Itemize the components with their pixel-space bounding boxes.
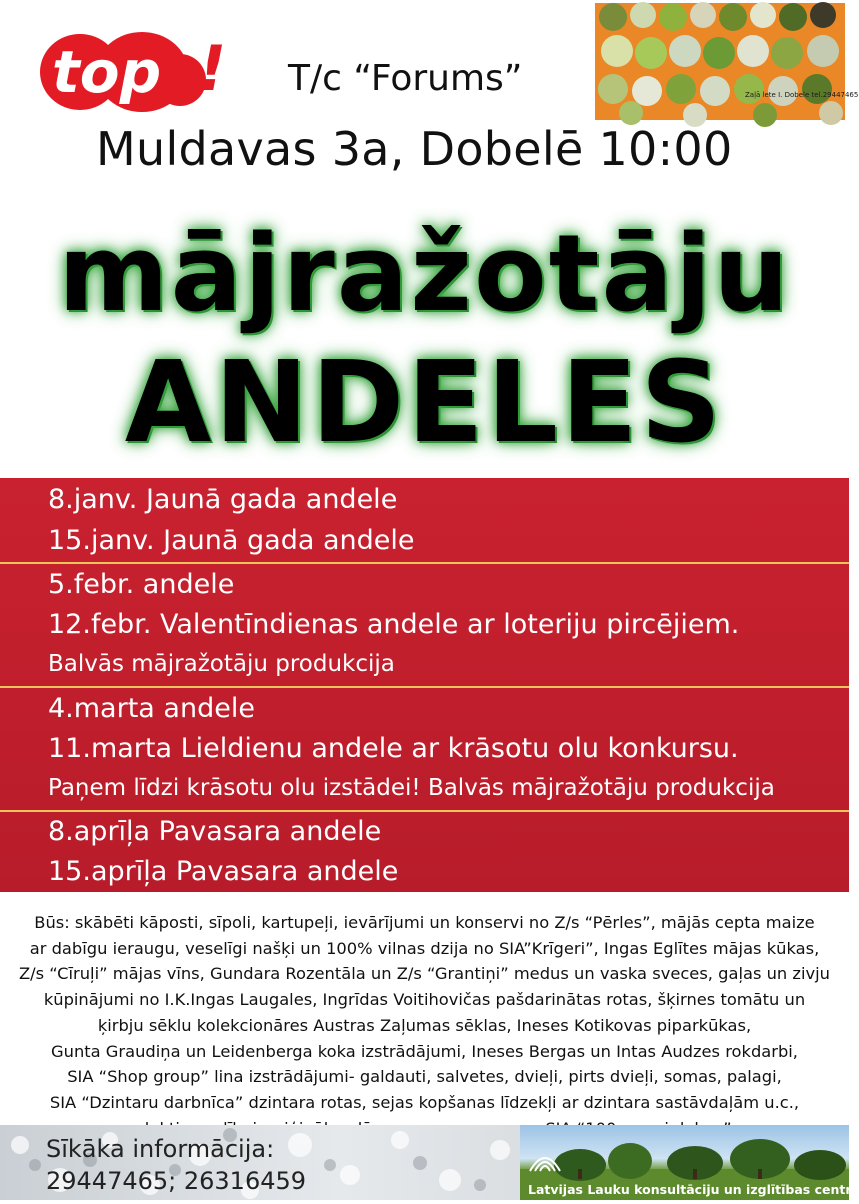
info-line: kūpinājumi no I.K.Ingas Laugales, Ingrīdas Voitihovičas pašdarinātas rotas, šķirnes tomātu un	[43, 990, 806, 1010]
month-block-february	[0, 564, 849, 688]
month-block-april	[0, 812, 849, 892]
info-line: Z/s “Cīruļi” mājas vīns, Gundara Rozentāla un Z/s “Grantiņi” medus un vaska sveces, gaļas un zivju	[19, 964, 830, 984]
venue-name: T/c “Forums”	[288, 58, 523, 99]
venue-address-time: Muldavas 3a, Dobelē 10:00	[96, 122, 733, 176]
schedule-panel	[0, 478, 849, 892]
event-item: 15.aprīļa Pavasara andele	[48, 856, 399, 887]
event-item: 11.marta Lieldienu andele ar krāsotu olu konkursu.	[48, 733, 739, 764]
logo-text: top	[52, 38, 162, 106]
event-item: 8.janv. Jaunā gada andele	[48, 484, 398, 515]
products-photo	[595, 3, 859, 120]
info-line: Būs: skābēti kāposti, sīpoli, kartupeļi, ievārījumi un konservi no Z/s “Pērles”, mājās cepta maize	[34, 913, 815, 932]
top-logo	[30, 10, 240, 120]
vendors-info	[0, 910, 849, 1141]
month-block-january	[0, 478, 849, 564]
title-line-2: ANDELES	[124, 338, 725, 468]
logo-exclamation: !	[198, 32, 227, 105]
info-line: Gunta Graudiņa un Leidenberga koka izstrādājumi, Ineses Bergas un Intas Audzes rokdarbi,	[51, 1041, 798, 1061]
contact-label: Sīkāka informācija:	[46, 1135, 275, 1163]
event-note: Paņem līdzi krāsotu olu izstādei! Balvās mājražotāju produkcija	[48, 775, 775, 801]
info-line: SIA “Dzintaru darbnīca” dzintara rotas, sejas kopšanas līdzekļi ar dzintara sastāvdaļām u.c.,	[49, 1092, 800, 1112]
title-line-1: mājražotāju	[58, 212, 791, 335]
info-line: SIA “Shop group” lina izstrādājumi- galdauti, salvetes, dvieļi, pirts dvieļi, somas, palagi,	[67, 1067, 782, 1087]
footer	[0, 1125, 859, 1200]
event-note: Balvās mājražotāju produkcija	[48, 651, 395, 677]
event-item: 8.aprīļa Pavasara andele	[48, 816, 382, 847]
photo-caption: Zaļā lete I. Dobele tel.29447465	[745, 91, 859, 99]
month-block-march	[0, 688, 849, 812]
info-line: ar dabīgu ieraugu, veselīgi našķi un 100% vilnas dzija no SIA”Krīgeri”, Ingas Eglītes mājas kūkas,	[29, 938, 820, 958]
event-item: 15.janv. Jaunā gada andele	[48, 525, 415, 556]
event-item: 4.marta andele	[48, 693, 255, 724]
org-name: Latvijas Lauku konsultāciju un izglītības centrs	[528, 1182, 859, 1197]
event-item: 12.febr. Valentīndienas andele ar loteriju pircējiem.	[48, 609, 740, 640]
info-line: ķirbju sēklu kolekcionāres Austras Zaļumas sēklas, Ineses Kotikovas piparkūkas,	[97, 1015, 752, 1035]
event-item: 5.febr. andele	[48, 569, 235, 600]
contact-phones: 29447465; 26316459	[46, 1167, 307, 1195]
